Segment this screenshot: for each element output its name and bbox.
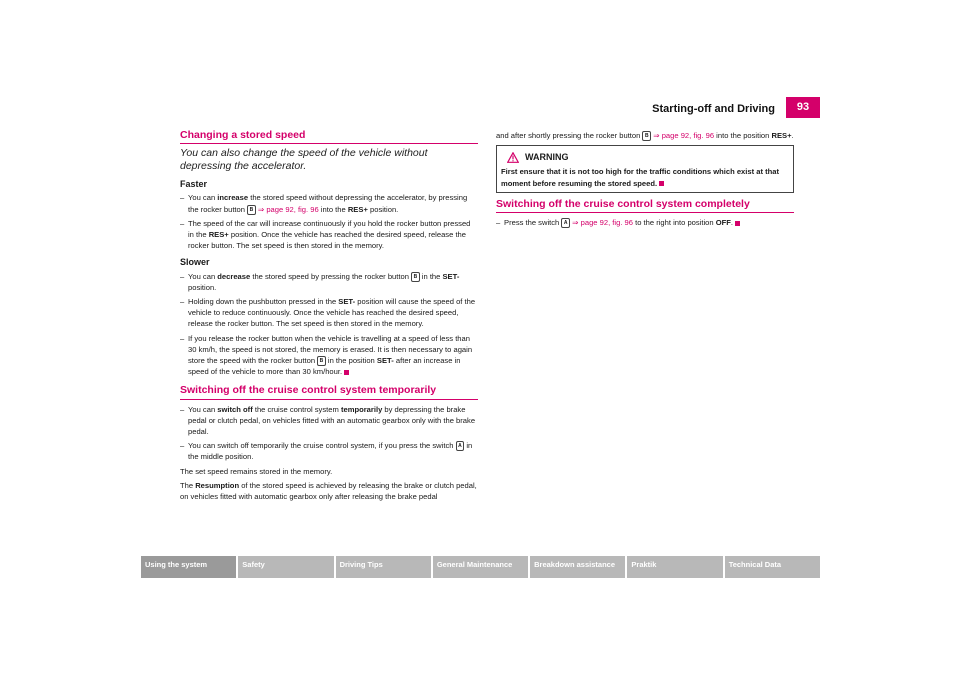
tab-technical-data[interactable]: Technical Data (725, 556, 820, 578)
heading-switch-off-completely: Switching off the cruise control system completely (496, 199, 794, 213)
list-item: – Press the switch A ⇒ page 92, fig. 96 to the right into position OFF. (496, 217, 794, 228)
subheading-faster: Faster (180, 179, 208, 190)
page-reference-link[interactable]: ⇒ page 92, fig. 96 (572, 218, 633, 228)
tab-using-the-system[interactable]: Using the system (141, 556, 236, 578)
page-reference-link[interactable]: ⇒ page 92, fig. 96 (257, 204, 319, 214)
tab-general-maintenance[interactable]: General Maintenance (433, 556, 528, 578)
list-item: – If you release the rocker button when the vehicle is travelling at a speed of less than 30 km/h, the speed is not stored, the memory is erased. It is then necessary to again store the speed with the rocker button B in the position SET- after an increase in speed of the vehicle to more than 30 km/hour. (180, 333, 478, 378)
page-number: 93 (786, 97, 820, 118)
list-item: – The speed of the car will increase continuously if you hold the rocker button pressed in the RES+ position. Once the vehicle has reached the desired speed, release the rocker button. The set speed is then stored in the memory. (180, 218, 478, 252)
running-header: Starting-off and Driving (652, 103, 775, 115)
list-item: – You can switch off temporarily the cruise control system, if you press the switch A in the middle position. (180, 440, 478, 462)
switch-a-icon: A (456, 441, 465, 451)
subheading-slower: Slower (180, 257, 210, 268)
heading-switch-off-temporarily: Switching off the cruise control system temporarily (180, 385, 478, 399)
heading-changing-stored-speed: Changing a stored speed (180, 130, 478, 144)
end-of-section-icon (735, 221, 740, 226)
tab-driving-tips[interactable]: Driving Tips (336, 556, 431, 578)
tab-safety[interactable]: Safety (238, 556, 333, 578)
switch-a-icon: A (561, 218, 570, 228)
rocker-button-b-icon: B (642, 131, 651, 141)
bottom-nav-tabs (141, 556, 820, 578)
end-of-section-icon (344, 370, 349, 375)
tab-breakdown-assistance[interactable]: Breakdown assistance (530, 556, 625, 578)
list-item: – You can decrease the stored speed by pressing the rocker button B in the SET- position. (180, 271, 478, 293)
paragraph: The Resumption of the stored speed is achieved by releasing the brake or clutch pedal, on vehicles fitted with automatic gearbox only after releasing the brake pedal (180, 480, 477, 502)
list-item: – You can switch off the cruise control system temporarily by depressing the brake pedal or clutch pedal, on vehicles fitted with an automatic gearbox only with the brake pedal. (180, 404, 478, 438)
page-reference-link[interactable]: ⇒ page 92, fig. 96 (653, 131, 715, 140)
warning-triangle-icon (507, 152, 519, 163)
right-column (496, 130, 794, 231)
rocker-button-b-icon: B (411, 272, 420, 282)
rocker-button-b-icon: B (247, 205, 256, 215)
list-item: – Holding down the pushbutton pressed in the SET- position will cause the speed of the vehicle to reduce continuously. Once the vehicle has reached the desired speed, release the rocker button. The set speed is then stored in the memory. (180, 296, 478, 330)
paragraph: The set speed remains stored in the memory. (180, 466, 333, 476)
warning-box (496, 145, 794, 193)
list-item: – You can increase the stored speed without depressing the accelerator, by pressing the rocker button B ⇒ page 92, fig. 96 into the RES+ position. (180, 192, 478, 214)
end-of-section-icon (659, 181, 664, 186)
rocker-button-b-icon: B (317, 356, 326, 366)
warning-title: WARNING (525, 152, 569, 163)
warning-text: First ensure that it is not too high for the traffic conditions which exist at that moment before resuming the stored speed. (501, 167, 780, 188)
left-column (180, 130, 478, 505)
section-subtitle: You can also change the speed of the vehicle without depressing the accelerator. (180, 147, 428, 173)
paragraph: and after shortly pressing the rocker button B ⇒ page 92, fig. 96 into the position RES+. (496, 131, 794, 140)
tab-praktik[interactable]: Praktik (627, 556, 722, 578)
